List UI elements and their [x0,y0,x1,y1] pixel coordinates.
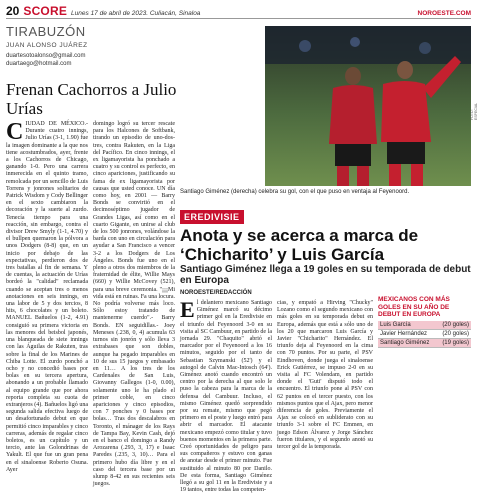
goals-box [378,296,471,348]
goals-row [378,339,471,348]
article-body-1: l delantero mexicano Santiago Giménez marcó su décimo primer gol en la Eredivisie en el triunfo del Feyenoord 3-0 en su visita al SC Cambuur, en partido de la jornada 29. "Chaquito" abrió el marcador por el Feyenoord a los 16 minutos, seguido por el tanto de Sebastian Szymanski (52') y el autogol de Calvin Mac-Intosch (64'). Giménez anotó cuando encontró un centro por la derecha al que solo le puso la cabeza para la marca de la defensa del Cambuur. Incluso, el mismo Giménez quedó sorprendido por su remate, mismo que pegó primero en el poste y luego entró para abrir el marcador. El atacante mexicano empezó como titular y tuvo buenos momentos en la primera parte. Creó oportunidades de peligro para sus compañeros y estuvo con ganas de anotar desde el primer minuto. Fue sustituido al minuto 80 por Danilo. De esta forma, Santiago Giménez llegó a su gol 11 en la Eredivisie y a 19 tantos, entre todas las competen- [180,300,272,494]
email-1[interactable]: duartesotoalonso@gmail.com [6,53,86,59]
article-text-1 [180,297,272,494]
column-author: JUAN ALONSO JUÁREZ [6,42,88,49]
site-link[interactable]: NOROESTE.COM [417,10,471,17]
player-goals: (20 goles) [442,330,469,337]
player-name: Luis García [380,321,411,328]
masthead-divider [6,18,471,19]
player-goals: (19 goles) [442,339,469,346]
column-body-1: IUDAD DE MÉXICO.- Durante cuatro innings, Julio Urías (3-1, 1.90) fue la imagen dominante a la que nos tiene acostumbrados, ayer, frente a los Cachorros de Chicago, ganando 1-0. Pero una carrera inmerecida en el quinto tramo, remolcada por un sencillo de Luis Torrens y jonrones solitarios de Patrick Wisdom y Cody Bellinger en el sexto cambiaron la decoración y la suerte al zurdo. Tenecía tiempo para una reacción, sin embargo, contra el divisor Drew Smyly (1-1, 4.70) y el bullpen quemaron la pólvora a unos Dodgers (8-8) que, en un inicio por debajo de las expectativas, perdieron dos de tres batallas al fin de semana. Y de cuentas, la actuación de Urías bordeó la "calidad" reclamada cuando se aceptan tres o menos anotaciones en seis innings, en una labor de 5 y dos tercios, 8 hits, 6 chocolates y un boleto. MANUEL Bañuelos (1-2, 4.91) consiguió su primera victoria en las menores del beisbol japonés, una blanqueada de siete innings con las Águilas de Rakuten, tras sobre la final de los Marines de Chiba Lotte. El zurdo ponchó a ocho y no concedió bases por bolas en su tercera apertura, abonando a un probable llamado al equipo grande que por ahora reporta completa su cuota de extranjeros (4). Bañuelos ligó una segunda salida efectiva luego de un desafortunado debut en que permitió cinco imparables y cinco carreras, además de regalar cinco boletos, es un capítulo y un tercio, ante las Golondrinas de Yakult. El que fue un gran pena en el sinaloense Roberto Osuna. Ayer [6,121,88,473]
section-name: SCORE [23,4,68,18]
date-line: Lunes 17 de abril de 2023. Culiacán, Sinaloa [71,10,201,17]
article-headline: Anota y se acerca a marca de ‘Chicharito’ y Luis García [180,226,419,264]
article-subhead: Santiago Giménez llega a 19 goles en su temporada de debut en Europa [180,264,471,286]
photo-caption: Santiago Giménez (derecha) celebra su gol, con el que puso en ventaja al Feyenoord. [180,189,410,195]
column-text-1 [6,121,88,473]
goals-row [378,321,471,330]
page-number: 20 [6,4,20,18]
article-kicker: EREDIVISIE [180,210,244,224]
author-emails [6,53,85,68]
photo-illustration [265,26,471,186]
article-photo [265,26,471,186]
article-byline: NOROESTE/REDACCIÓN [180,290,252,296]
column-dropcap: C [6,119,24,145]
masthead [6,4,471,18]
player-name: Santiago Giménez [380,339,430,346]
article-dropcap: E [180,297,195,322]
column-text-2: domingo logró su tercer rescate para los Halcones de Softbank, tirando un episodio de uno-dos-tres, contra Rakuten, en la Liga del Pacífico. En cinco innings, el ex ligamayorista ha ponchado a cuatro y su control es perfecto, en cinco apariciones, justificando su fama de ex ligamayorista por causas que usted conoce. UN día como hoy, en 2001 — Barry Bonds se convirtió en el decimoséptimo jugador de Grandes Ligas, así como en el cuarto Gigante, en unirse al club de los 500 jonrones, volándose la barda con uno en circulación para ayudar a San Francisco a vencer 3-2 a los Dodgers de Los Ángeles. Bonds fue uno en el pleno a otros dos miembros de la fraternidad de élite, Willie Mays (660) y Willie McCovey (521), para una breve ceremonia. "¡¡¡Mi vida está en ruinas. Fa una locura. No podría volverse más loco. Sólo estoy tratando de mantenerme cuerdo".- Barry Bonds. EN seguidillas.- Joey Meneses (.238, 0, 4) acumula 63 turnos sin jonrón y sólo lleva 3 extrabases que son dobles, aunque ha pegado imparables en 10 de sus 15 juegos y embasado en 11… A los tres de los Cardenales de San Luis, Giovanny Gallegos (1-0, 0.00), solamente uno le ha plado el primer coble, en cinco apariciones y cinco episodios, con 7 ponches y 0 bases por bolas… Tras dos descalabros en Toronto, el mánager de los Rays de Tampa Bay, Kevin Cash, dejó en el banco el domingo a Randy Arozarena (.293, 3, 17) e Isaac Paredes (.235, 3, 10)… Para el primero hubo día libre y en el caso del tercera base por un slump 8-42 en sus recientes seis juegos. [93,121,175,488]
column-title: TIRABUZÓN [6,24,86,39]
goals-row [378,330,471,339]
photo-credit: FOTO: ESPECIAL [470,102,478,120]
player-goals: (20 goles) [442,321,469,328]
player-name: Javier Hernández [380,330,428,337]
goals-box-title: MEXICANOS CON MÁS GOLES EN SU AÑO DE DEBUT EN EUROPA [378,296,450,318]
column-headline: Frenan Cachorros a Julio Urías [6,80,177,118]
email-2[interactable]: duartaego@hotmail.com [6,60,72,67]
article-text-2: cias, y empató a Hirving "Chucky" Lozano como el segundo mexicano con más goles en su temporada debut en Europa, además que está a sólo uno de los 20 que marcaron Luis García y Javier "Chicharito" Hernández. El triunfo deja al Feyenoord en la cima con 70 puntos. Por su parte, el PSV Eindhoven, donde juega el sinaloense Erick Gutiérrez, se impuso 2-0 en su visita al FC Volendam, en partido donde el 'Guti' disputó todo el encuentro. El triunfo pone al PSV con 62 puntos en el tercer puesto, con los mismos puntos que el Ajax, pero menor diferencia de goles. Previamente el Ajax se colocó en subliderato con su triunfo 3-1 sobre el FC Emmen, en juego Edson Álvarez y Jorge Sánchez fueron titulares, y el segundo anotó su tercer gol de la temporada. [277,300,373,451]
